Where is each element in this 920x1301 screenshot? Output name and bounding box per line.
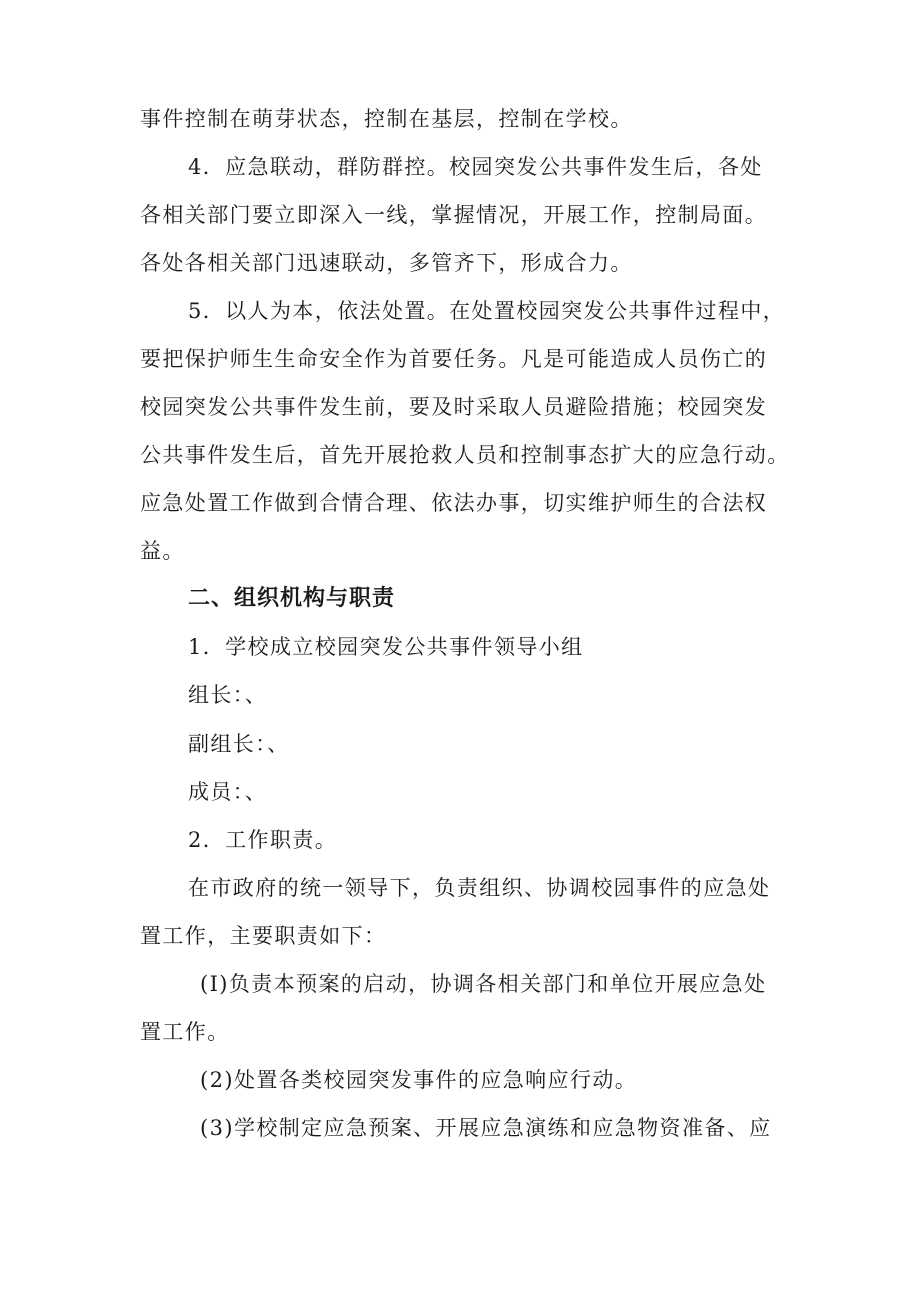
paragraph-line: 4．应急联动，群防群控。校园突发公共事件发生后，各处 [188, 155, 763, 179]
deputy-leader-line: 副组长：、 [188, 732, 290, 756]
paragraph-line: 校园突发公共事件发生前，要及时采取人员避险措施；校园突发 [140, 395, 768, 419]
paragraph-line: 置工作，主要职责如下： [140, 924, 387, 948]
paragraph-line: 2．工作职责。 [188, 828, 338, 852]
list-item: (3)学校制定应急预案、开展应急演练和应急物资准备、应 [200, 1116, 772, 1140]
paragraph-line: 置工作。 [140, 1020, 230, 1044]
paragraph-line: 应急处置工作做到合情合理、依法办事，切实维护师生的合法权 [140, 491, 768, 515]
list-item: (2)处置各类校园突发事件的应急响应行动。 [200, 1068, 638, 1092]
paragraph-line: 各处各相关部门迅速联动，多管齐下，形成合力。 [140, 251, 633, 275]
paragraph-line: 要把保护师生生命安全作为首要任务。凡是可能造成人员伤亡的 [140, 347, 768, 371]
list-item: (I)负责本预案的启动，协调各相关部门和单位开展应急处 [200, 972, 767, 996]
paragraph-line: 在市政府的统一领导下，负责组织、协调校园事件的应急处 [188, 876, 771, 900]
members-line: 成员：、 [188, 780, 268, 804]
paragraph-line: 5．以人为本，依法处置。在处置校园突发公共事件过程中， [188, 299, 786, 323]
paragraph-line: 事件控制在萌芽状态，控制在基层，控制在学校。 [140, 107, 633, 131]
paragraph-line: 1．学校成立校园突发公共事件领导小组 [188, 635, 584, 659]
paragraph-line: 各相关部门要立即深入一线，掌握情况，开展工作，控制局面。 [140, 203, 768, 227]
paragraph-line: 益。 [140, 539, 185, 563]
section-heading: 二、组织机构与职责 [188, 586, 396, 611]
paragraph-line: 公共事件发生后，首先开展抢救人员和控制事态扩大的应急行动。 [140, 443, 790, 467]
leader-line: 组长：、 [188, 683, 268, 707]
